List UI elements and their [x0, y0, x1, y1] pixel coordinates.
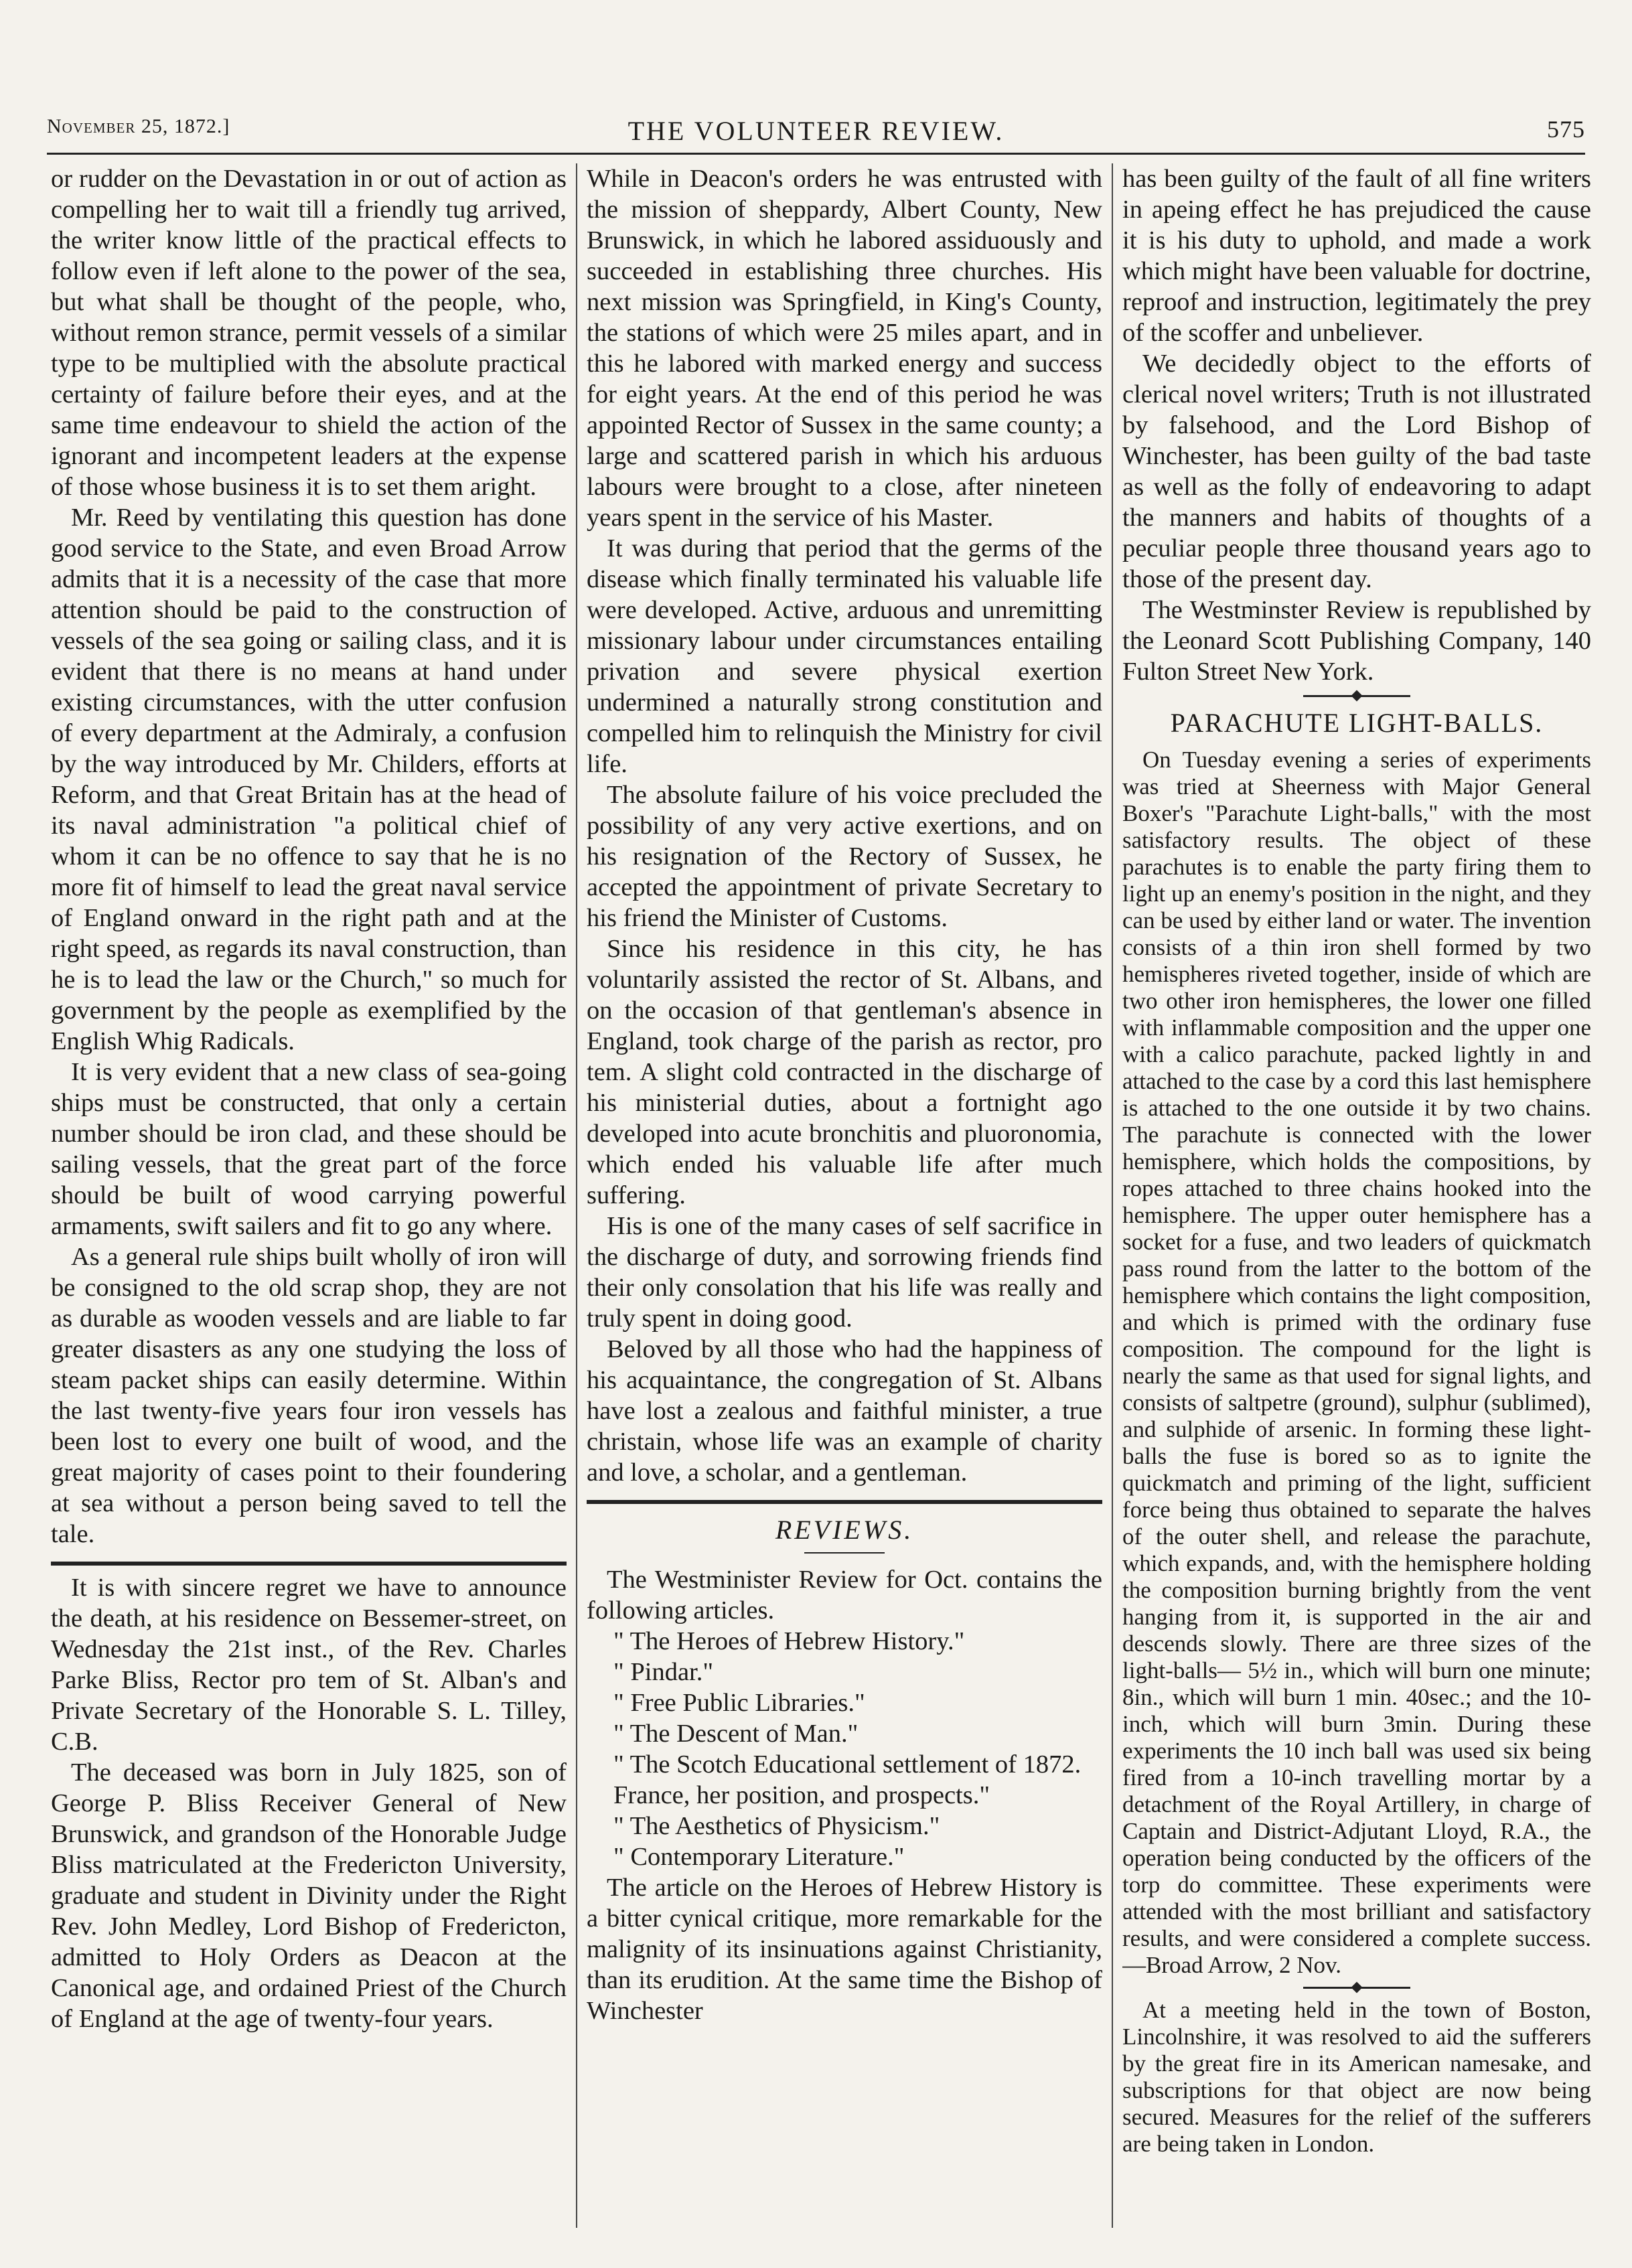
heading-rule — [804, 1552, 885, 1554]
column-2 — [587, 163, 1102, 2241]
section-divider — [587, 1500, 1102, 1504]
ornamental-rule — [1303, 695, 1410, 697]
article-divider — [51, 1562, 567, 1566]
paragraph: At a meeting held in the town of Boston, Lincolnshire, it was resolved to aid the sufferers by the great fire in its American namesake, and subscriptions for that object are now being secured. Measures for the relief of the sufferers are being taken in London. — [1122, 1997, 1591, 2157]
masthead — [47, 115, 1585, 149]
list-item: " Free Public Libraries." — [613, 1689, 865, 1717]
paragraph: Mr. Reed by ventilating this question has done good service to the State, and even Broad Arrow admits that it is a necessity of the case that more attention should be paid to the construction of vessels of the sea going or sailing class, and it is evident that there is no means at hand under existing circumstances, with the utter confusion of every department at the Admiraly, a confusion by the way introduced by Mr. Childers, efforts at Reform, and that Great Britain has at the head of its naval administration "a political chief of whom it can be no offence to say that he is no more fit of himself to lead the great naval service of England onward in the right path and at the right speed, as regards its naval construction, than he is to lead the law or the Church," so much for government by the people as exemplified by the English Whig Radicals. — [51, 504, 567, 1055]
paragraph: The Westminister Review for Oct. contains the following articles. — [587, 1566, 1102, 1624]
paragraph: It is very evident that a new class of sea-going ships must be constructed, that only a certain number should be iron clad, and these should be sailing vessels, that the great part of the force should be built of wood carrying powerful armaments, swift sailers and fit to go any where. — [51, 1058, 567, 1240]
list-item: France, her position, and prospects." — [613, 1781, 990, 1809]
paragraph: His is one of the many cases of self sacrifice in the discharge of duty, and sorrowing friends find their only consolation that his life was really and truly spent in doing good. — [587, 1212, 1102, 1333]
paragraph: has been guilty of the fault of all fine writers in apeing effect he has prejudiced the cause it is his duty to uphold, and made a work which might have been valuable for doctrine, reproof and instruction, legitimately the prey of the scoffer and unbeliever. — [1122, 165, 1591, 347]
page-number: 575 — [1547, 116, 1585, 143]
column-divider — [1112, 163, 1113, 2228]
column-divider — [576, 163, 577, 2228]
paragraph: It was during that period that the germs of the disease which finally terminated his valuable life were developed. Active, arduous and unremitting missionary labour under circumstances entailing privation and severe physical exertion undermined a naturally strong constitution and compelled him to relinquish the Ministry for civil life. — [587, 534, 1102, 778]
list-item: " The Heroes of Hebrew History." — [613, 1627, 965, 1655]
masthead-rule — [47, 153, 1585, 155]
publication-title: THE VOLUNTEER REVIEW. — [627, 116, 1005, 146]
paragraph: or rudder on the Devastation in or out of action as compelling her to wait till a friendly tug arrived, the writer know little of the practical effects to follow even if left alone to the power of the sea, but what shall be thought of the people, who, without remon strance, permit vessels of a similar type to be multiplied with the absolute practical certainty of failure before their eyes, and at the same time endeavour to shield the action of the ignorant and incompetent leaders at the expense of those whose business it is to set them aright. — [51, 165, 567, 501]
paragraph: The Westminster Review is republished by the Leonard Scott Publishing Company, 140 Fulton Street New York. — [1122, 596, 1591, 686]
section-heading: REVIEWS. — [775, 1515, 914, 1545]
paragraph: We decidedly object to the efforts of clerical novel writers; Truth is not illustrated by falsehood, and the Lord Bishop of Winchester, has been guilty of the bad taste as well as the folly of endeavoring to adapt the manners and habits of thoughts of a peculiar people three thousand years ago to those of the present day. — [1122, 350, 1591, 593]
paragraph: On Tuesday evening a series of experiments was tried at Sheerness with Major General Boxer's "Parachute Light-balls," with the most satisfactory results. The object of these parachutes is to enable the party firing them to light up an enemy's position in the night, and they can be used by either land or water. The invention consists of a thin iron shell formed by two hemispheres riveted together, inside of which are two other iron hemispheres, the lower one filled with inflammable composition and the upper one with a calico parachute, packed lightly in and attached to the case by a cord this last hemisphere is attached to the one outside it by two chains. The parachute is connected with the lower hemisphere, which holds the compositions, by ropes attached to three chains hooked into the hemisphere. The upper outer hemisphere has a socket for a fuse, and two leaders of quickmatch pass round from the latter to the bottom of the hemisphere which contains the light composition, and which is primed with the ordinary fuse composition. The compound for the light is nearly the same as that used for signal lights, and consists of saltpetre (ground), sulphur (sublimed), and sulphide of arsenic. In forming these light-balls the fuse is bored so as to ignite the quickmatch and priming of the light, sufficient force being thus obtained to separate the halves of the outer shell, and release the parachute, which expands, and, with the hemisphere holding the composition burning brightly from the vent hanging from it, is supported in the air and descends slowly. There are three sizes of the light-balls— 5½ in., which will burn one minute; 8in., which will burn 1 min. 40sec.; and the 10-inch, which will burn 3min. During these experiments the 10 inch ball was used six being fired from a 10-inch travelling mortar by a detachment of the Royal Artillery, in charge of Captain and District-Adjutant Lloyd, R.A., the operation being conducted by the officers of the torp do committee. These experiments were attended with the most brilliant and satisfactory results, and were considered a complete success.—Broad Arrow, 2 Nov. — [1122, 747, 1591, 1978]
list-item: " Contemporary Literature." — [613, 1843, 905, 1871]
obituary-paragraph: It is with sincere regret we have to announce the death, at his residence on Bessemer-street, on Wednesday the 21st inst., of the Rev. Charles Parke Bliss, Rector pro tem of St. Alban's and Private Secretary of the Honorable S. L. Tilley, C.B. — [51, 1574, 567, 1756]
issue-date: November 25, 1872.] — [47, 115, 230, 137]
column-1 — [51, 163, 567, 2241]
paragraph: The absolute failure of his voice precluded the possibility of any very active exertions, and on his resignation of the Rectory of Sussex, he accepted the appointment of private Secretary to his friend the Minister of Customs. — [587, 781, 1102, 932]
paragraph: Since his residence in this city, he has voluntarily assisted the rector of St. Albans, and on the occasion of that gentleman's absence in England, took charge of the parish as rector, pro tem. A slight cold contracted in the discharge of his ministerial duties, about a fortnight ago developed into acute bronchitis and pluoronomia, which ended his valuable life after much suffering. — [587, 935, 1102, 1209]
paragraph: Beloved by all those who had the happiness of his acquaintance, the congregation of St. Albans have lost a zealous and faithful minister, a true christain, whose life was an example of charity and love, a scholar, and a gentleman. — [587, 1335, 1102, 1487]
section-heading: PARACHUTE LIGHT-BALLS. — [1170, 708, 1544, 738]
list-item: " The Scotch Educational settlement of 1872. — [613, 1750, 1082, 1779]
list-item: " Pindar." — [613, 1658, 714, 1686]
column-3 — [1122, 163, 1591, 2241]
paragraph: As a general rule ships built wholly of iron will be consigned to the old scrap shop, they are not as durable as wooden vessels and are liable to far greater disasters as any one studying the loss of steam packet ships can easily determine. Within the last twenty-five years four iron vessels has been lost to every one built of wood, and the great majority of cases point to their foundering at sea without a person being saved to tell the tale. — [51, 1243, 567, 1548]
list-item: " The Aesthetics of Physicism." — [613, 1812, 940, 1840]
paragraph: The article on the Heroes of Hebrew History is a bitter cynical critique, more remarkable for the malignity of its insinuations against Christianity, than its erudition. At the same time the Bishop of Winchester — [587, 1874, 1102, 2025]
paragraph: The deceased was born in July 1825, son of George P. Bliss Receiver General of New Brunswick, and grandson of the Honorable Judge Bliss matriculated at the Fredericton University, graduate and student in Divinity under the Right Rev. John Medley, Lord Bishop of Fredericton, admitted to Holy Orders as Deacon at the Canonical age, and ordained Priest of the Church of England at the age of twenty-four years. — [51, 1758, 567, 2033]
list-item: " The Descent of Man." — [613, 1720, 859, 1748]
paragraph: While in Deacon's orders he was entrusted with the mission of sheppardy, Albert County, New Brunswick, in which he labored assiduously and succeeded in establishing three churches. His next mission was Springfield, in King's County, the stations of which were 25 miles apart, and in this he labored with marked energy and success for eight years. At the end of this period he was appointed Rector of Sussex in the same county; a large and scattered parish in which his arduous labours were brought to a close, after nineteen years spent in the service of his Master. — [587, 165, 1102, 532]
ornamental-rule — [1303, 1987, 1410, 1989]
